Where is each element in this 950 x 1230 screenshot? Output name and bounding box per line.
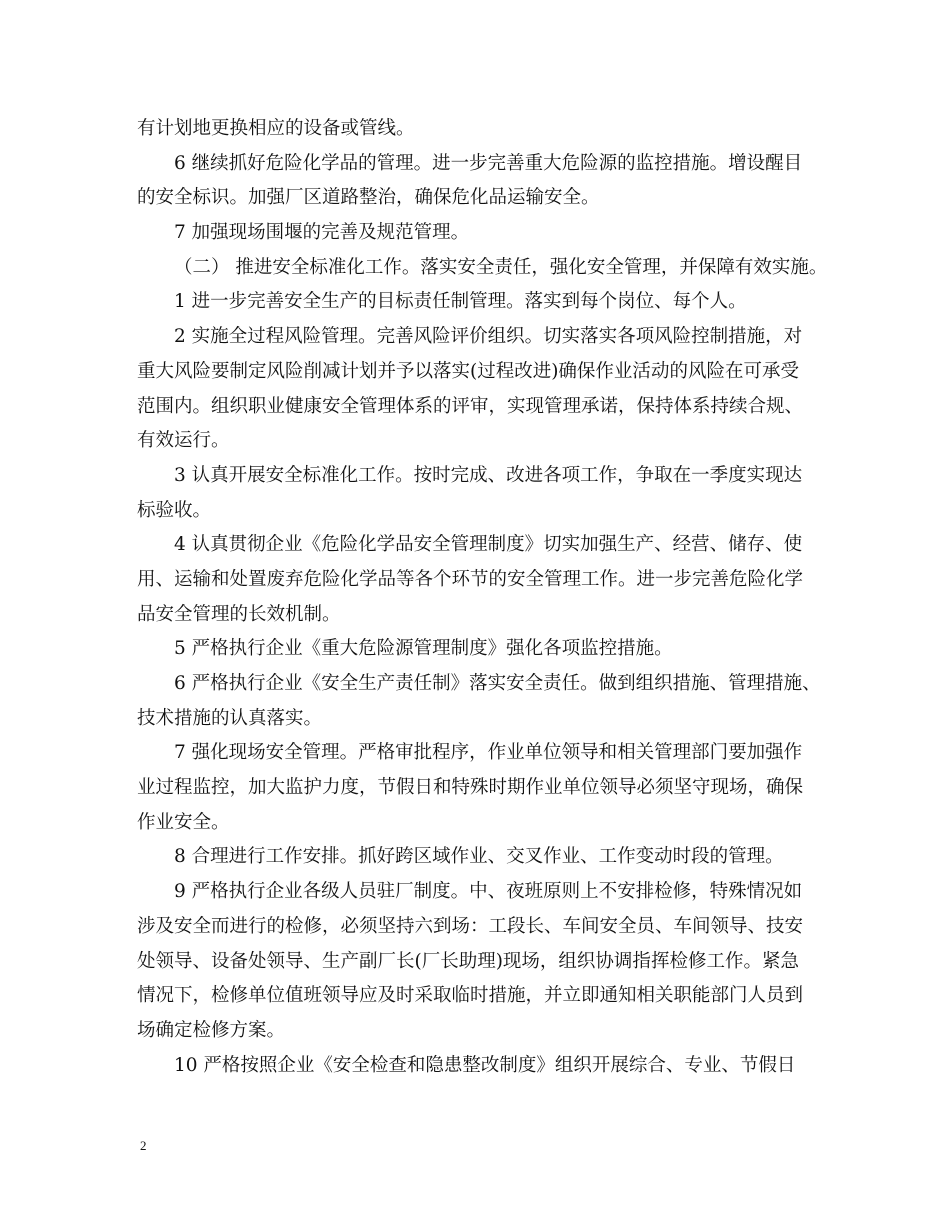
text-line: 涉及安全而进行的检修，必须坚持六到场：工段长、车间安全员、车间领导、技安 [137,915,804,937]
text-line: 6 严格执行企业《安全生产责任制》落实安全责任。做到组织措施、管理措施、 [174,673,821,694]
text-line: 技术措施的认真落实。 [137,707,323,729]
text-line: 有计划地更换相应的设备或管线。 [137,118,415,139]
text-line: 的安全标识。加强厂区道路整治，确保危化品运输安全。 [137,187,600,209]
text-line: 1 进一步完善安全生产的目标责任制管理。落实到每个岗位、每个人。 [174,291,747,313]
text-line: 作业安全。 [137,811,230,833]
text-line: 2 实施全过程风险管理。完善风险评价组织。切实落实各项风险控制措施，对 [174,326,803,348]
text-line: 4 认真贯彻企业《危险化学品安全管理制度》切实加强生产、经营、储存、使 [174,534,803,556]
text-line: 3 认真开展安全标准化工作。按时完成、改进各项工作，争取在一季度实现达 [174,464,803,486]
text-line: 10 严格按照企业《安全检查和隐患整改制度》组织开展综合、专业、节假日 [174,1054,796,1076]
text-line: 范围内。组织职业健康安全管理体系的评审，实现管理承诺，保持体系持续合规、 [137,395,804,417]
text-line: 处领导、设备处领导、生产副厂长(厂长助理)现场，组织协调指挥检修工作。紧急 [137,950,799,972]
text-line: 9 严格执行企业各级人员驻厂制度。中、夜班原则上不安排检修，特殊情况如 [174,881,803,903]
text-line: 8 合理进行工作安排。抓好跨区域作业、交叉作业、工作变动时段的管理。 [174,846,784,868]
text-line: 用、运输和处置废弃危险化学品等各个环节的安全管理工作。进一步完善危险化学 [137,568,804,590]
text-line: 业过程监控，加大监护力度，节假日和特殊时期作业单位领导必须坚守现场，确保 [137,777,804,799]
text-line: 5 严格执行企业《重大危险源管理制度》强化各项监控措施。 [174,638,673,660]
text-line: 7 加强现场围堰的完善及规范管理。 [174,222,470,244]
page-number: 2 [140,1138,147,1153]
text-line: 品安全管理的长效机制。 [137,603,341,625]
text-line: 7 强化现场安全管理。严格审批程序，作业单位领导和相关管理部门要加强作 [174,742,803,764]
text-line: 情况下，检修单位值班领导应及时采取临时措施，并立即通知相关职能部门人员到 [137,985,804,1007]
text-line: （二） 推进安全标准化工作。落实安全责任，强化安全管理，并保障有效实施。 [174,256,828,278]
text-line: 标验收。 [137,499,212,521]
document-body [137,112,827,1083]
text-line: 6 继续抓好危险化学品的管理。进一步完善重大危险源的监控措施。增设醒目 [174,152,803,174]
text-line: 重大风险要制定风险削减计划并予以落实(过程改进)确保作业活动的风险在可承受 [137,360,799,382]
text-line: 有效运行。 [137,430,230,452]
text-line: 场确定检修方案。 [137,1019,286,1041]
